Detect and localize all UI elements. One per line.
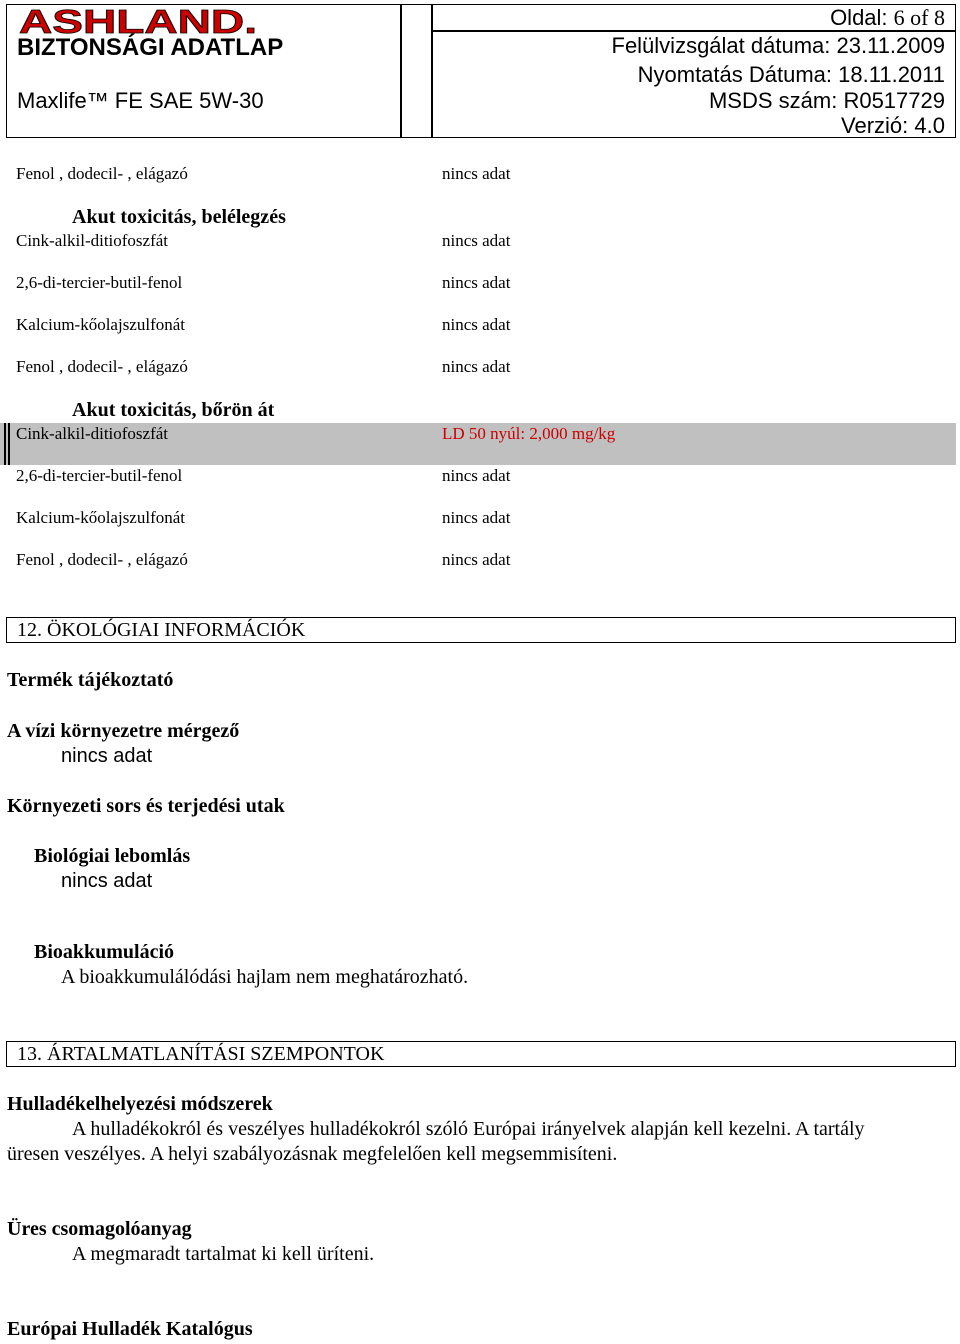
tox-row	[0, 164, 956, 206]
change-bar	[4, 423, 10, 465]
print-value: 18.11.2011	[838, 62, 945, 87]
tox-value: nincs adat	[442, 357, 511, 376]
print-date	[638, 62, 945, 88]
tox-row	[0, 357, 956, 399]
print-label: Nyomtatás Dátuma:	[637, 62, 833, 87]
tox-value: nincs adat	[442, 164, 511, 183]
dermal-subheading: Akut toxicitás, bőrön át	[72, 399, 275, 421]
substance-name: Cink-alkil-ditiofoszfát	[16, 424, 169, 443]
section-12-heading: 12. ÖKOLÓGIAI INFORMÁCIÓK	[6, 617, 956, 643]
header-divider	[400, 5, 402, 137]
tox-value: nincs adat	[442, 273, 511, 292]
substance-name: 2,6-di-tercier-butil-fenol	[16, 466, 183, 485]
aquatic-toxicity-heading: A vízi környezetre mérgező	[7, 720, 240, 742]
product-info-heading: Termék tájékoztató	[7, 669, 174, 691]
msds-value: R0517729	[843, 88, 945, 113]
tox-value: nincs adat	[442, 550, 511, 569]
tox-row	[0, 231, 956, 273]
substance-name: Kalcium-kőolajszulfonát	[16, 315, 186, 334]
tox-row	[0, 315, 956, 357]
ashland-logo	[17, 5, 262, 37]
disposal-methods-heading: Hulladékelhelyezési módszerek	[7, 1093, 273, 1115]
version-label: Verzió:	[841, 113, 909, 138]
page-value: 6 of 8	[893, 5, 945, 30]
version-value: 4.0	[914, 113, 945, 138]
substance-name: 2,6-di-tercier-butil-fenol	[16, 273, 183, 292]
biodegradation-heading: Biológiai lebomlás	[34, 845, 191, 867]
page-label: Oldal:	[830, 5, 888, 30]
header-divider	[431, 5, 433, 137]
tox-row-highlighted	[0, 423, 956, 465]
msds-number	[709, 88, 945, 114]
substance-name: Fenol , dodecil- , elágazó	[16, 550, 188, 569]
msds-label: MSDS szám:	[708, 88, 838, 113]
aquatic-toxicity-value: nincs adat	[61, 745, 153, 767]
tox-value: nincs adat	[442, 231, 511, 250]
environmental-fate-heading: Környezeti sors és terjedési utak	[7, 795, 285, 817]
waste-catalogue-heading: Európai Hulladék Katalógus	[7, 1318, 253, 1340]
logo-text: ASHLAND.	[19, 5, 257, 37]
bioaccumulation-value: A bioakkumulálódási hajlam nem meghatározható.	[61, 966, 469, 988]
disposal-methods-text: üresen veszélyes. A helyi szabályozásnak megfelelően kell megsemmisíteni.	[7, 1143, 618, 1165]
page-number	[830, 5, 945, 31]
review-label: Felülvizsgálat dátuma:	[611, 33, 831, 58]
tox-row	[0, 273, 956, 315]
tox-value: nincs adat	[442, 466, 511, 485]
bioaccumulation-heading: Bioakkumuláció	[34, 941, 175, 963]
substance-name: Fenol , dodecil- , elágazó	[16, 357, 188, 376]
tox-value: nincs adat	[442, 315, 511, 334]
substance-name: Cink-alkil-ditiofoszfát	[16, 231, 169, 250]
review-date	[612, 33, 946, 59]
substance-name: Kalcium-kőolajszulfonát	[16, 508, 186, 527]
empty-packaging-text: A megmaradt tartalmat ki kell üríteni.	[72, 1243, 375, 1265]
tox-value: nincs adat	[442, 508, 511, 527]
tox-row	[0, 466, 956, 508]
biodegradation-value: nincs adat	[61, 870, 153, 892]
review-value: 23.11.2009	[836, 33, 945, 58]
document-header	[6, 4, 956, 138]
product-name: Maxlife™ FE SAE 5W-30	[17, 88, 264, 113]
empty-packaging-heading: Üres csomagolóanyag	[7, 1218, 192, 1240]
disposal-methods-text: A hulladékokról és veszélyes hulladékokról szóló Európai irányelvek alapján kell kezelni. A tartály	[72, 1118, 865, 1140]
version	[841, 113, 945, 139]
tox-row	[0, 550, 956, 592]
inhalation-subheading: Akut toxicitás, belélegzés	[72, 206, 286, 228]
section-13-heading: 13. ÁRTALMATLANÍTÁSI SZEMPONTOK	[6, 1041, 956, 1067]
document-title: BIZTONSÁGI ADATLAP	[17, 34, 284, 61]
substance-name: Fenol , dodecil- , elágazó	[16, 164, 188, 183]
tox-value: LD 50 nyúl: 2,000 mg/kg	[442, 424, 616, 443]
tox-row	[0, 508, 956, 550]
